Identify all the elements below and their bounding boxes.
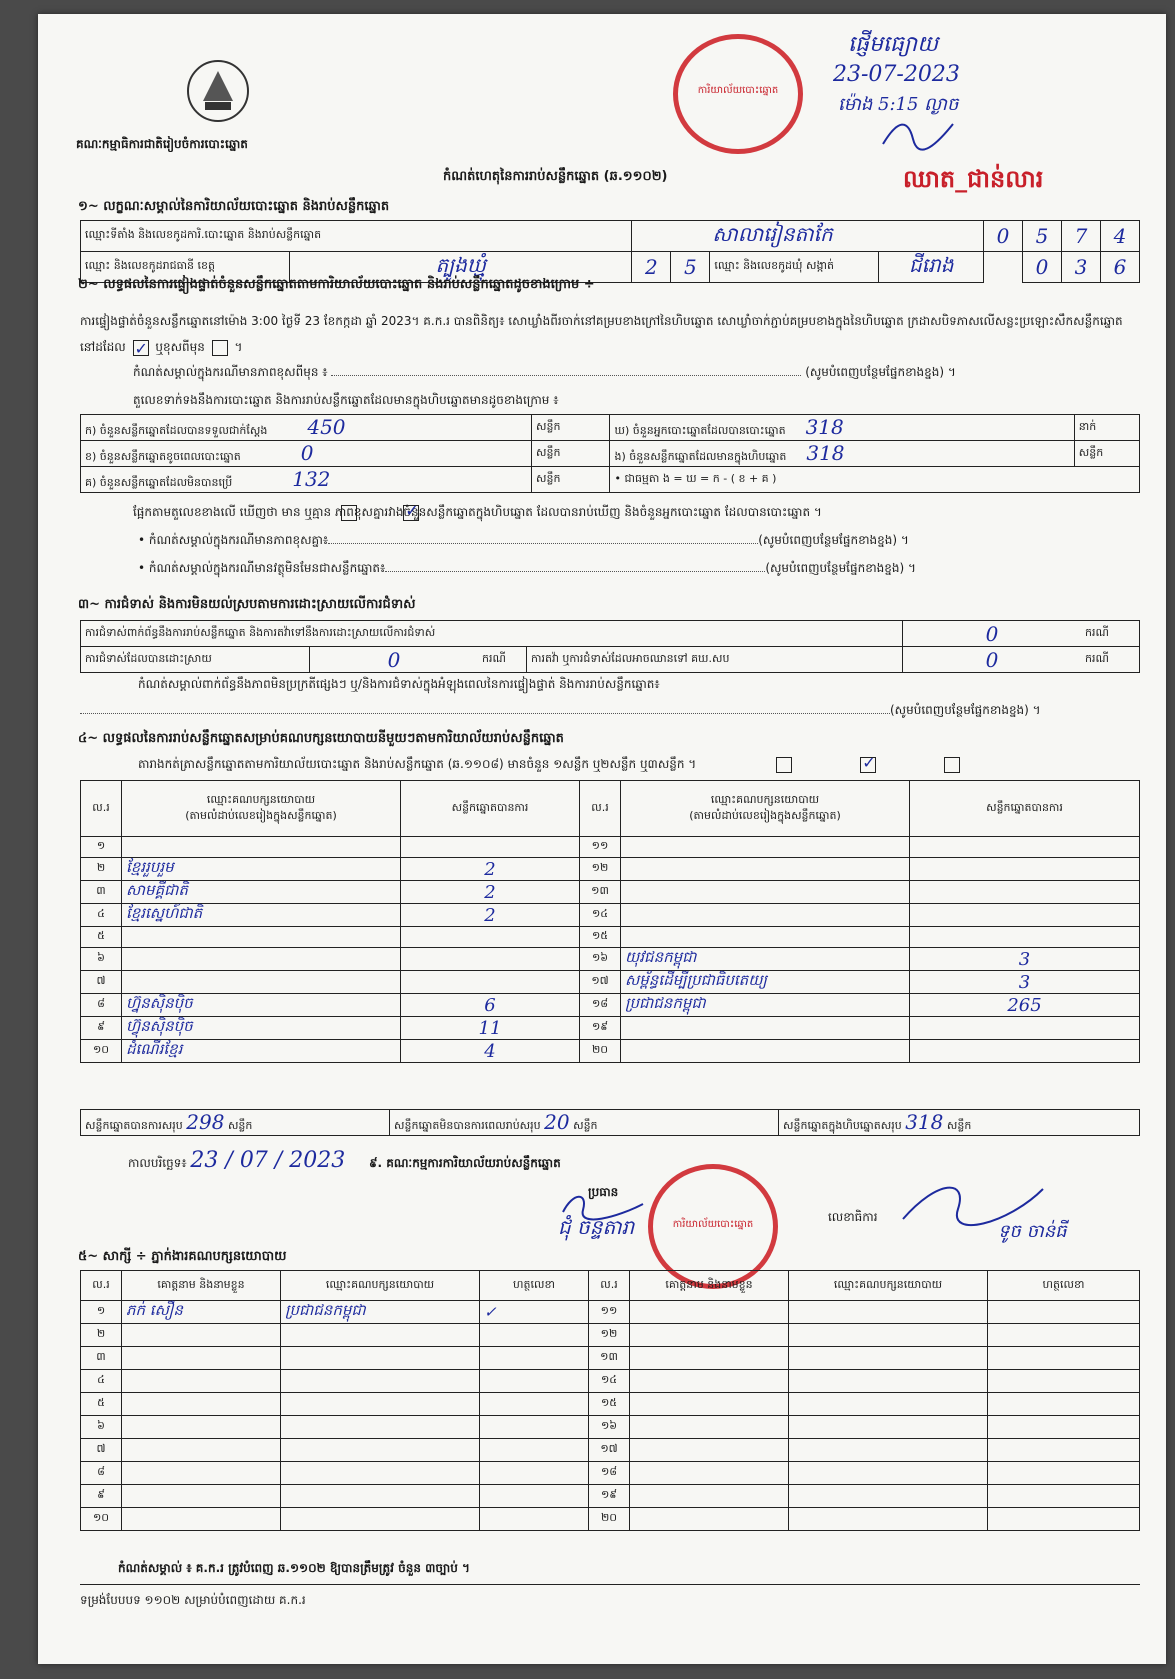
row-number: ៦ [81,1416,122,1439]
witness-signature [988,1416,1140,1439]
witness-party [281,1393,480,1416]
valid-votes: 2 [401,858,580,881]
valid-votes [910,904,1140,927]
witness-name [630,1347,789,1370]
official-stamp-bottom: ការិយាល័យបោះឆ្នោត [648,1164,778,1289]
table-row [81,1393,1140,1416]
section1-table [80,220,1140,283]
inspection-text: ការផ្ទៀងផ្ទាត់ចំនួនសន្លឹកឆ្នោតនៅម៉ោង 3:00 ថ្ងៃទី 23 ខែកក្កដា ឆ្នាំ 2023។ គ.ក.រ បានពិនិត្យ៖ សោឃ្លាំងពីរចាក់នៅគម្របខាងក្រៅនៃហិបឆ្នោត សោឃ្លាំចាក់ភ្ជាប់គម្របខាងក្នុងនៃហិបឆ្នោត ក្រដាសបិទភាសលើសន្លះប្រឡោះសឹកសន្លឹកឆ្នោត នៅដដែល [80,314,1123,354]
party-name: ហ្វ៊ុនស៊ិនប៉ិច [122,994,401,1017]
section3-heading: ៣~ ការជំទាស់ និងការមិនយល់ស្របតាមការដោះស្រាយលើការជំទាស់ [78,597,416,612]
valid-votes [401,971,580,994]
table-row [81,1462,1140,1485]
witness-name [630,1324,789,1347]
location-code-digit: 4 [1101,221,1140,252]
total-valid-value: 298 [186,1110,225,1134]
commune-code-digit: 0 [1023,252,1062,283]
chair-label: ប្រធាន [588,1185,619,1199]
valid-votes: 11 [401,1017,580,1040]
handwritten-receipt-time: ម៉ោង 5:15 ល្ងាច [838,94,959,115]
difference-note: • កំណត់សម្គាល់ក្នុងករណីមានភាពខុសគ្នា៖ (សូមបំពេញបន្ថែមផ្នែកខាងខ្នង) ។ [138,533,909,547]
witness-signature [988,1485,1140,1508]
row-number: ១៨ [580,994,621,1017]
witness-signature [480,1485,589,1508]
footer-divider [80,1584,1140,1585]
footer-text: ទម្រង់បែបបទ ១១០២ សម្រាប់បំពេញដោយ គ.ក.រ [80,1593,306,1607]
witness-name [630,1370,789,1393]
row-number: ៣ [81,881,122,904]
witness-name: ភក់ សឿន [122,1301,281,1324]
witness-signature [480,1416,589,1439]
table-row [81,1040,1140,1063]
party-name: ខ្មែរស្នេហ៍ជាតិ [122,904,401,927]
witness-name [122,1370,281,1393]
witness-party [789,1370,988,1393]
handwritten-receipt-note: ផ្ញើមធ្យោយ [848,32,939,57]
row-number: ១១ [580,837,621,858]
party-name [122,971,401,994]
different-label: ឬខុសពីមុន [155,340,205,354]
table-row [81,948,1140,971]
voters-value: 318 [805,415,844,439]
valid-votes: 2 [401,904,580,927]
two-sheets-checkbox[interactable] [860,757,876,773]
handwritten-receipt-date: 23-07-2023 [833,62,960,87]
section1-heading: ១~ លក្ខណៈសម្គាល់នៃការិយាល័យបោះឆ្នោត និងរាប់សន្លឹកឆ្នោត [78,199,390,214]
official-stamp-top: ការិយាល័យបោះឆ្នោត [673,34,803,154]
witness-party [281,1324,480,1347]
chair-name: ជុំ ចន្ទតារា [558,1215,635,1239]
witness-party [789,1347,988,1370]
unused-ballots-value: 132 [292,467,331,491]
table-row [81,837,1140,858]
row-number: ១៤ [580,904,621,927]
row-number: ៣ [81,1347,122,1370]
resolved-objections-value: 0 [310,647,479,673]
location-label: ឈ្មោះទីតាំង និងលេខកូដការិ.បោះឆ្នោត និងរាប់សន្លឹកឆ្នោត [81,221,632,252]
inspection-paragraph: ការផ្ទៀងផ្ទាត់ចំនួនសន្លឹកឆ្នោតនៅម៉ោង 3:00 ថ្ងៃទី 23 ខែកក្កដា ឆ្នាំ 2023។ គ.ក.រ បានពិនិត្យ៖ សោឃ្លាំងពីរចាក់នៅគម្របខាងក្រៅនៃហិបឆ្នោត សោឃ្លាំចាក់ភ្ជាប់គម្របខាងក្នុងនៃហិបឆ្នោត ក្រដាសបិទភាសលើសន្លះប្រឡោះសឹកសន្លឹកឆ្នោត នៅដដែល ✓ ឬខុសពីមុន ។ [80,308,1140,360]
valid-votes [910,858,1140,881]
row-number: ១៣ [580,881,621,904]
witness-name [122,1485,281,1508]
form-note: កំណត់សម្គាល់ ៖ គ.ក.រ ត្រូវបំពេញ ឆ.១១០២ ឱ្យបានត្រឹមត្រូវ ចំនួន ៣ច្បាប់ ។ [118,1561,470,1575]
row-number: ៦ [81,948,122,971]
province-code-digit: 2 [632,252,671,283]
witness-name [630,1439,789,1462]
witness-signature [988,1508,1140,1531]
commune-code-digit: 3 [1062,252,1101,283]
objection-value: 0 [903,621,1082,647]
witness-party [789,1393,988,1416]
witness-signature [988,1301,1140,1324]
tally-sheet-checkboxes [773,754,963,773]
commune-code-digit: 6 [1101,252,1140,283]
spoiled-ballots-value: 0 [300,441,314,465]
party-name: ខ្មែររួបរួម [122,858,401,881]
party-name [621,1017,910,1040]
witness-name [122,1324,281,1347]
received-ballots-value: 450 [307,415,346,439]
table-row [81,994,1140,1017]
form-title: កំណត់ហេតុនៃការរាប់សន្លឹកឆ្នោត (ឆ.១១០២) [443,169,668,184]
table-row [81,1370,1140,1393]
table-row [81,1324,1140,1347]
witness-party [281,1439,480,1462]
commune-value: ជីរោង [879,252,984,283]
table-row [81,858,1140,881]
date-line: កាលបរិច្ឆេទ៖ 23 / 07 / 2023 ៩. គណៈកម្មការការិយាល័យរាប់សន្លឹកឆ្នោត [128,1148,561,1173]
witness-signature [988,1462,1140,1485]
witness-party [281,1462,480,1485]
party-name [621,1040,910,1063]
party-name [122,927,401,948]
section5-heading: ៥~ សាក្សី ÷ ភ្នាក់ងារគណបក្សនយោបាយ [78,1249,287,1264]
row-number: ១ [81,837,122,858]
row-number: ១៣ [589,1347,630,1370]
valid-votes [910,1017,1140,1040]
valid-votes [910,881,1140,904]
committee-name: គណៈកម្មាធិការជាតិរៀបចំការបោះឆ្នោត [76,137,248,151]
witness-name [122,1462,281,1485]
escalated-objections-value: 0 [903,647,1082,673]
witness-party [789,1416,988,1439]
party-name [621,837,910,858]
witness-name [122,1416,281,1439]
witness-signature [480,1508,589,1531]
table-row [81,904,1140,927]
has-difference-checkbox[interactable] [341,505,357,521]
section2-heading: ២~ លទ្ធផលនៃការផ្ទៀងផ្ទាត់ចំនួនសន្លឹកឆ្នោតតាមការិយាល័យបោះឆ្នោត និងរាប់សន្លឹកឆ្នោតដូចខាងក្រោម ÷ [78,277,595,292]
row-number: ១០ [81,1508,122,1531]
table-row [81,1508,1140,1531]
red-handwritten-note: ឈាត_ជាន់លារ [903,165,1044,193]
witness-signature [480,1370,589,1393]
row-number: ១៧ [589,1439,630,1462]
nec-emblem-icon [183,56,253,126]
row-number: ២០ [580,1040,621,1063]
totals-row: សន្លឹកឆ្នោតបានការសរុប 298 សន្លឹក សន្លឹកឆ្នោតមិនបានការពេលរាប់សរុប 20 សន្លឹក សន្លឹកឆ្នោតក្នុងហិបឆ្នោតសរុប 318 សន្លឹក [80,1109,1140,1136]
table-row [81,927,1140,948]
row-number: ៩ [81,1485,122,1508]
province-code-digit: 5 [671,252,710,283]
row-number: ១៩ [580,1017,621,1040]
witness-signature: ✓ [480,1301,589,1324]
valid-votes: 265 [910,994,1140,1017]
ballot-count-form [38,14,1166,1664]
valid-votes [910,1040,1140,1063]
row-number: ២ [81,1324,122,1347]
row-number: ១១ [589,1301,630,1324]
witness-party [281,1370,480,1393]
witness-name [630,1416,789,1439]
witness-signature [988,1370,1140,1393]
same-as-before-checkbox[interactable] [133,340,149,356]
party-name [621,881,910,904]
row-number: ១ [81,1301,122,1324]
witness-name [122,1508,281,1531]
difference-checkboxes [338,502,422,521]
witness-party [789,1301,988,1324]
location-code-digit: 0 [984,221,1023,252]
witness-name [122,1439,281,1462]
table-row [81,1416,1140,1439]
party-results-table: ល.រ ឈ្មោះគណបក្សនយោបាយ (តាមលំដាប់លេខរៀងក្នុងសន្លឹកឆ្នោត) សន្លឹកឆ្នោតបានការ ល.រ ឈ្មោះគណបក្សនយោបាយ (តាមលំដាប់លេខរៀងក្នុងសន្លឹកឆ្នោត) សន្លឹកឆ្នោតបានការ ១ ១១ ២ ខ្មែររួបរួម 2 ១២ ៣ សាមគ្គីជាតិ 2 ១៣ ៤ ខ្មែរស្នេហ៍ជាតិ 2 ១៤ ៥ ១៥ ៦ ១៦ យុវជនកម្ពុជា 3 ៧ ១៧ សម្ព័ន្ធដើម្បីប្រជាធិបតេយ្យ 3 ៨ ហ្វ៊ុនស៊ិនប៉ិច 6 ១៨ ប្រជាជនកម្ពុជា 265 ៩ ហ៊្វុនស៊ិនប៉ិច 11 ១៩ ១០ ដំណើរខ្មែរ 4 ២០ [80,780,1140,1063]
row-number: ៥ [81,927,122,948]
commune-label: ឈ្មោះ និងលេខកូដឃុំ សង្កាត់ [710,252,879,283]
party-name: យុវជនកម្ពុជា [621,948,910,971]
witness-party [281,1508,480,1531]
party-name [621,858,910,881]
row-number: ១៨ [589,1462,630,1485]
row-number: ១៧ [580,971,621,994]
party-name: សម្ព័ន្ធដើម្បីប្រជាធិបតេយ្យ [621,971,910,994]
witness-name [630,1393,789,1416]
witness-signature [480,1324,589,1347]
province-label: ឈ្មោះ និងលេខកូដរាជធានី ខេត្ត [81,252,290,283]
ballots-in-box-value: 318 [806,441,845,465]
row-number: ៤ [81,904,122,927]
province-value: ត្បូងឃ្មុំ [290,252,632,283]
difference-sentence: ផ្អែកតាមតួលេខខាងលើ ឃើញថា មាន ឬគ្មាន ភាពខុសគ្នារវាងចំនួនសន្លឹកឆ្នោតក្នុងហិបឆ្នោត ដែលបានរាប់ឃើញ និងចំនួនអ្នកបោះឆ្នោត ដែលបានបោះឆ្នោត ។ [133,505,822,519]
valid-votes: 3 [910,948,1140,971]
objection-label: ការជំទាស់ពាក់ព័ន្ធនឹងការរាប់សន្លឹកឆ្នោត និងការតវ៉ាទៅនឹងការដោះស្រាយលើការជំទាស់ [81,621,903,647]
valid-votes [401,927,580,948]
total-in-box-value: 318 [905,1110,944,1134]
witness-party [281,1347,480,1370]
party-name: ប្រជាជនកម្ពុជា [621,994,910,1017]
row-number: ១៤ [589,1370,630,1393]
row-number: ៥ [81,1393,122,1416]
row-number: ១២ [589,1324,630,1347]
party-name: សាមគ្គីជាតិ [122,881,401,904]
witness-party [789,1485,988,1508]
table-row [81,1439,1140,1462]
party-name: ដំណើរខ្មែរ [122,1040,401,1063]
row-number: ៨ [81,1462,122,1485]
witness-party [789,1508,988,1531]
witness-signature [480,1439,589,1462]
secretary-label: លេខាធិការ [828,1210,878,1224]
count-table: ក) ចំនួនសន្លឹកឆ្នោតដែលបានទទួលជាក់ស្ដែង 450 សន្លឹក ឃ) ចំនួនអ្នកបោះឆ្នោតដែលបានបោះឆ្នោត 318 នាក់ ខ) ចំនួនសន្លឹកឆ្នោតខូចពេលបោះឆ្នោត 0 សន្លឹក ង) ចំនួនសន្លឹកឆ្នោតដែលមានក្នុងហិបឆ្នោត 318 សន្លឹក គ) ចំនួនសន្លឹកឆ្នោតដែលមិនបានប្រើ 132 សន្លឹក • ជាធម្មតា ង = ឃ = ក - ( ខ + គ ) [80,414,1140,493]
witness-name [122,1393,281,1416]
valid-votes [910,927,1140,948]
objection-table: ការជំទាស់ពាក់ព័ន្ធនឹងការរាប់សន្លឹកឆ្នោត និងការតវ៉ាទៅនឹងការដោះស្រាយលើការជំទាស់ 0 ករណី ការជំទាស់ដែលបានដោះស្រាយ 0 ករណី ការតវ៉ា ឬការជំទាស់ដែលអាចឈានទៅ គឃ.សប 0 ករណី [80,620,1140,673]
irregularity-line: (សូមបំពេញបន្ថែមផ្នែកខាងខ្នង) ។ [80,702,1140,720]
row-number: ១៦ [589,1416,630,1439]
table-row [81,1017,1140,1040]
witness-signature [480,1347,589,1370]
row-number: ១២ [580,858,621,881]
valid-votes [401,837,580,858]
witness-party [789,1324,988,1347]
receipt-signature-icon [878,114,958,158]
section4-heading: ៤~ លទ្ធផលនៃការរាប់សន្លឹកឆ្នោតសម្រាប់គណបក្សនយោបាយនីមួយៗតាមការិយាល័យរាប់សន្លឹកឆ្នោត [78,731,564,746]
witness-table: ល.រ គោត្តនាម និងនាមខ្លួន ឈ្មោះគណបក្សនយោបាយ ហត្ថលេខា ល.រ គោត្តនាម និងនាមខ្លួន ឈ្មោះគណបក្សនយោបាយ ហត្ថលេខា ១ ភក់ សឿន ប្រជាជនកម្ពុជា ✓ ១១ ២ ១២ ៣ ១៣ ៤ ១៤ ៥ ១៥ ៦ ១៦ ៧ ១៧ ៨ ១៨ ៩ ១៩ ១០ ២០ [80,1270,1140,1531]
witness-name [630,1462,789,1485]
table-row [81,971,1140,994]
row-number: ៨ [81,994,122,1017]
table-row [81,881,1140,904]
location-code-digit: 7 [1062,221,1101,252]
witness-signature [988,1393,1140,1416]
witness-party [789,1462,988,1485]
valid-votes [910,837,1140,858]
total-invalid-value: 20 [544,1110,570,1134]
witness-signature [988,1439,1140,1462]
witness-signature [480,1462,589,1485]
witness-name [630,1508,789,1531]
tally-sheet-intro: តារាងកត់ត្រាសន្លឹកឆ្នោតតាមការិយាល័យបោះឆ្នោត និងរាប់សន្លឹកឆ្នោត (ឆ.១១០៨) មានចំនួន ១សន្លឹក ឬ២សន្លឹក ឬ៣សន្លឹក ។ [138,757,697,771]
row-number: ៧ [81,1439,122,1462]
row-number: ១០ [81,1040,122,1063]
row-number: ៩ [81,1017,122,1040]
witness-party [789,1439,988,1462]
non-ballot-note: • កំណត់សម្គាល់ក្នុងករណីមានវត្ថុមិនមែនជាសន្លឹកឆ្នោត៖ (សូមបំពេញបន្ថែមផ្នែកខាងខ្នង) ។ [138,561,916,575]
chair-signature-icon [558,1192,648,1226]
date-value: 23 / 07 / 2023 [190,1148,346,1173]
valid-votes: 2 [401,881,580,904]
table-row [81,1301,1140,1324]
row-number: ២០ [589,1508,630,1531]
one-sheet-checkbox[interactable] [776,757,792,773]
party-name [621,927,910,948]
witness-name [122,1347,281,1370]
row-number: ១៦ [580,948,621,971]
party-name [122,837,401,858]
party-name [122,948,401,971]
secretary-name: ទូច ចាន់ធី [998,1221,1067,1242]
party-name [621,904,910,927]
difference-note-line: កំណត់សម្គាល់ក្នុងករណីមានភាពខុសពីមុន ៖ (សូមបំពេញបន្ថែមផ្នែកខាងខ្នង) ។ [133,365,956,379]
location-value: សាលារៀនតាកែ [632,221,984,252]
valid-votes: 6 [401,994,580,1017]
witness-name [630,1485,789,1508]
no-difference-checkbox[interactable] [403,505,419,521]
different-checkbox[interactable] [212,340,228,356]
witness-party [281,1485,480,1508]
table-row [81,1485,1140,1508]
witness-signature [988,1347,1140,1370]
row-number: ២ [81,858,122,881]
row-number: ៧ [81,971,122,994]
witness-signature [988,1324,1140,1347]
location-code-digit: 5 [1023,221,1062,252]
irregularity-note: កំណត់សម្គាល់ពាក់ព័ន្ធនឹងភាពមិនប្រក្រតីផ្សេងៗ ឬ/និងការជំទាស់ក្នុងអំឡុងពេលនៃការផ្ទៀងផ្ទាត់ និងការរាប់សន្លឹកឆ្នោត៖ [138,677,660,691]
row-number: ១៥ [589,1393,630,1416]
witness-signature [480,1393,589,1416]
row-number: ១៩ [589,1485,630,1508]
row-number: ៤ [81,1370,122,1393]
witness-party [281,1416,480,1439]
three-sheets-checkbox[interactable] [944,757,960,773]
party-name: ហ៊្វុនស៊ិនប៉ិច [122,1017,401,1040]
row-number: ១៥ [580,927,621,948]
witness-name [630,1301,789,1324]
table-row [81,1347,1140,1370]
count-intro: តួលេខទាក់ទងនឹងការបោះឆ្នោត និងការរាប់សន្លឹកឆ្នោតដែលមានក្នុងហិបឆ្នោតមានដូចខាងក្រោម ៖ [133,393,559,407]
valid-votes [401,948,580,971]
valid-votes: 3 [910,971,1140,994]
valid-votes: 4 [401,1040,580,1063]
witness-party: ប្រជាជនកម្ពុជា [281,1301,480,1324]
